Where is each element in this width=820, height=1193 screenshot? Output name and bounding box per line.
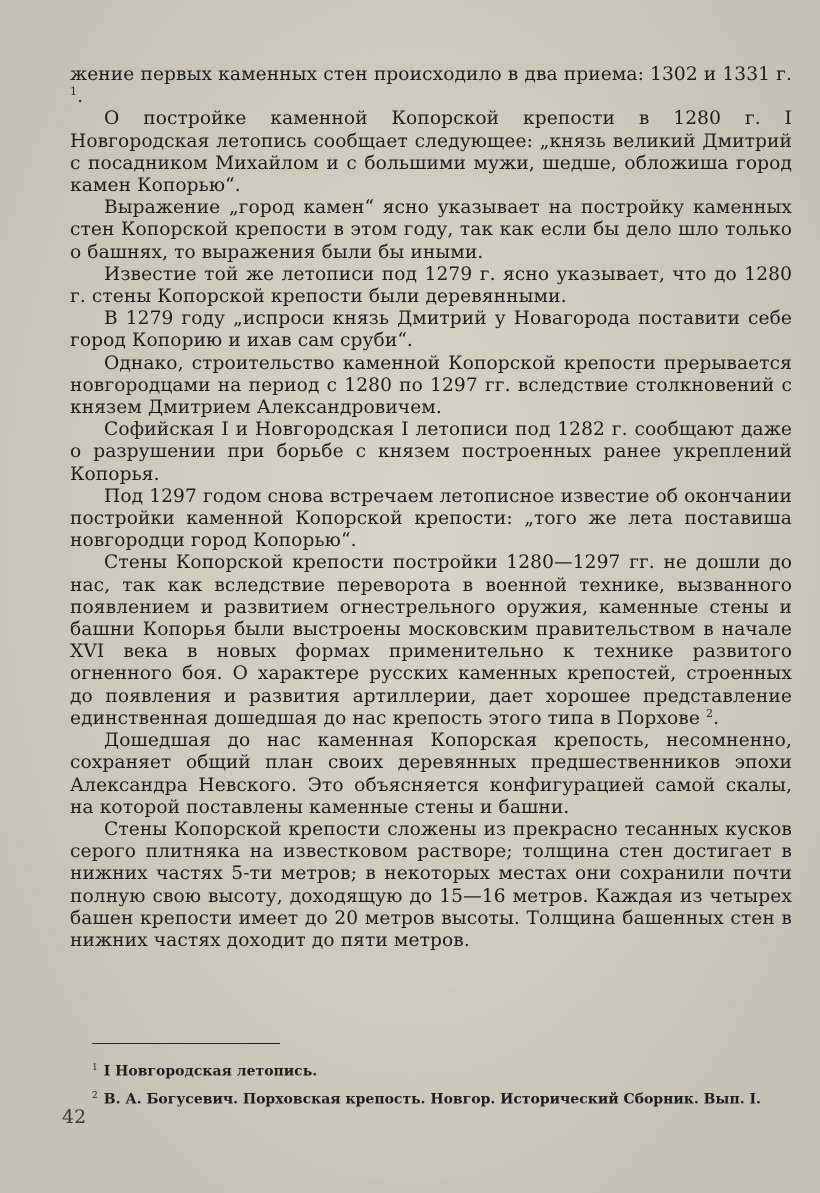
page-number: 42	[62, 1106, 87, 1128]
footnote-ref: 1	[70, 85, 78, 99]
paragraph: Стены Копорской крепости постройки 1280—1297 гг. не дошли до нас, так как вследствие переворота в военной технике, вызванного появлением и развитием огнестрельного оружия, каменные стены и башни Копорья были выстроены московским правительством в начале XVI века в новых формах применительно к технике развитого огненного боя. О характере русских каменных крепостей, строенных до появления и развития артиллерии, дает хорошее представление единственная дошедшая до нас крепость этого типа в Порхове $^2$.	[70, 552, 792, 729]
paragraph: О постройке каменной Копорской крепости в 1280 г. I Новгородская летопись сообщает следующее: „князь великий Дмитрий с посадником Михайлом и с большими мужи, шедше, обложиша город камен Копорью“.	[70, 108, 792, 197]
paragraph: Дошедшая до нас каменная Копорская крепость, несомненно, сохраняет общий план своих деревянных предшественников эпохи Александра Невского. Это объясняется конфигурацией самой скалы, на которой поставлены каменные стены и башни.	[70, 730, 792, 818]
footnote-divider	[92, 1043, 280, 1044]
footnote: $^1$ I Новгородская летопись.	[92, 1063, 318, 1080]
footnote-mark: 1	[92, 1063, 98, 1073]
paragraph: Известие той же летописи под 1279 г. ясно указывает, что до 1280 г. стены Копорской крепости были деревянными.	[70, 263, 792, 308]
paragraph: Софийская I и Новгородская I летописи под 1282 г. сообщают даже о разрушении при борьбе с князем построенных ранее укреплений Копорья.	[70, 419, 792, 485]
paragraph: Выражение „город камен“ ясно указывает на постройку каменных стен Копорской крепости в этом году, так как если бы дело шло только о башнях, то выражения были бы иными.	[70, 197, 792, 263]
footnote: $^2$ В. А. Богусевич. Порховская крепость. Новгор. Исторический Сборник. Вып. I.	[92, 1090, 761, 1108]
paragraph: Стены Копорской крепости сложены из прекрасно тесанных кусков серого плитняка на известковом растворе; толщина стен достигает в нижних частях 5-ти метров; в некоторых местах они сохранили почти полную свою высоту, доходящую до 15—16 метров. Каждая из четырех башен крепости имеет до 20 метров высоты. Толщина башенных стен в нижних частях доходит до пяти метров.	[70, 818, 792, 951]
body-text	[70, 64, 792, 952]
paragraph: Однако, строительство каменной Копорской крепости прерывается новгородцами на период с 1280 по 1297 гг. вследствие столкновений с князем Дмитрием Александровичем.	[70, 352, 792, 419]
footnotes	[92, 1056, 792, 1111]
paragraph: Под 1297 годом снова встречаем летописное известие об окончании постройки каменной Копорской крепости: „того же лета поставиша новгородци город Копорью“.	[70, 485, 792, 552]
footnote-mark: 2	[92, 1090, 98, 1101]
paragraph: жение первых каменных стен происходило в два приема: 1302 и 1331 г. $^1$.	[70, 64, 792, 108]
paragraph: В 1279 году „испроси князь Дмитрий у Новагорода поставити себе город Копорию и ихав сам сруби“.	[70, 308, 792, 352]
footnote-ref: 2	[706, 706, 714, 720]
